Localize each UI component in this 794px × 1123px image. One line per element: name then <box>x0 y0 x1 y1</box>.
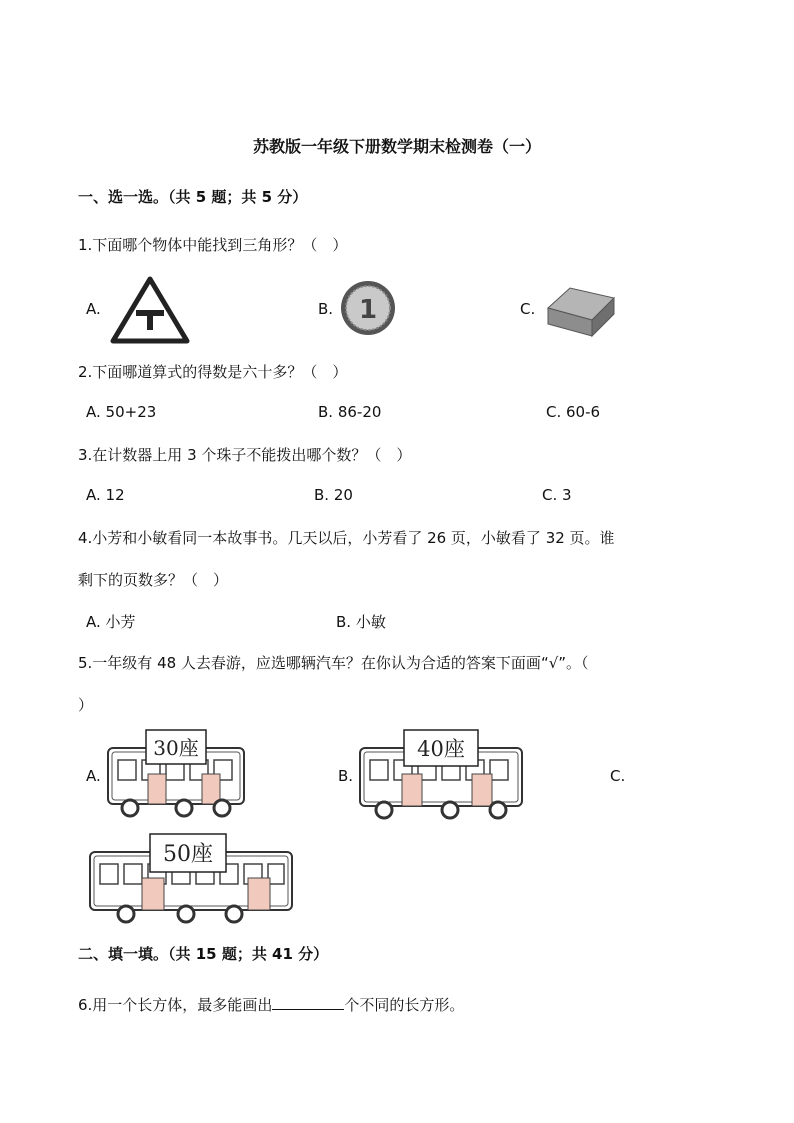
question-2: 2.下面哪道算式的得数是六十多？（ ） <box>78 363 348 381</box>
question-6-text-before: 6.用一个长方体，最多能画出 <box>78 996 273 1014</box>
question-5-line-1: 5.一年级有 48 人去春游，应选哪辆汽车？在你认为合适的答案下面画“√”。（ <box>78 654 589 672</box>
q4-option-b: B. 小敏 <box>336 613 386 631</box>
q2-option-c: C. 60-6 <box>546 403 601 421</box>
coin-icon <box>340 280 396 336</box>
q5-option-c: C. <box>610 767 626 785</box>
bus-seat-label: 50座 <box>163 842 213 867</box>
bus-icon <box>358 730 524 822</box>
bus-icon <box>88 834 294 926</box>
q2-option-b: B. 86-20 <box>318 403 382 421</box>
answer-blank[interactable] <box>272 995 344 1010</box>
q2-option-a: A. 50+23 <box>86 403 157 421</box>
question-1: 1.下面哪个物体中能找到三角形？（ ） <box>78 236 348 254</box>
bus-seat-label: 40座 <box>417 737 465 761</box>
q3-option-c: C. 3 <box>542 486 572 504</box>
q1-option-c: C. <box>520 300 536 318</box>
rectangular-block-icon <box>544 284 616 338</box>
bus-seat-label: 30座 <box>153 736 199 760</box>
q4-option-a: A. 小芳 <box>86 613 136 631</box>
page-title: 苏教版一年级下册数学期末检测卷（一） <box>252 137 541 156</box>
triangle-road-sign-icon <box>110 276 190 344</box>
q3-option-a: A. 12 <box>86 486 125 504</box>
question-6 <box>78 994 464 1015</box>
q3-option-b: B. 20 <box>314 486 353 504</box>
q5-option-b: B. <box>338 767 354 785</box>
bus-icon <box>106 730 246 820</box>
q5-option-a: A. <box>86 767 101 785</box>
q1-option-a: A. <box>86 300 101 318</box>
coin-digit: 1 <box>358 295 378 325</box>
question-5-line-2: ） <box>78 696 94 714</box>
question-4-line-2: 剩下的页数多？（ ） <box>78 571 229 589</box>
section-heading: 二、填一填。（共 15 题；共 41 分） <box>78 945 329 963</box>
section-heading: 一、选一选。（共 5 题；共 5 分） <box>78 188 308 206</box>
question-4-line-1: 4.小芳和小敏看同一本故事书。几天以后，小芳看了 26 页，小敏看了 32 页。谁 <box>78 529 615 547</box>
q1-option-b: B. <box>318 300 334 318</box>
question-3: 3.在计数器上用 3 个珠子不能拨出哪个数？（ ） <box>78 446 412 464</box>
question-6-text-after: 个不同的长方形。 <box>344 996 465 1014</box>
